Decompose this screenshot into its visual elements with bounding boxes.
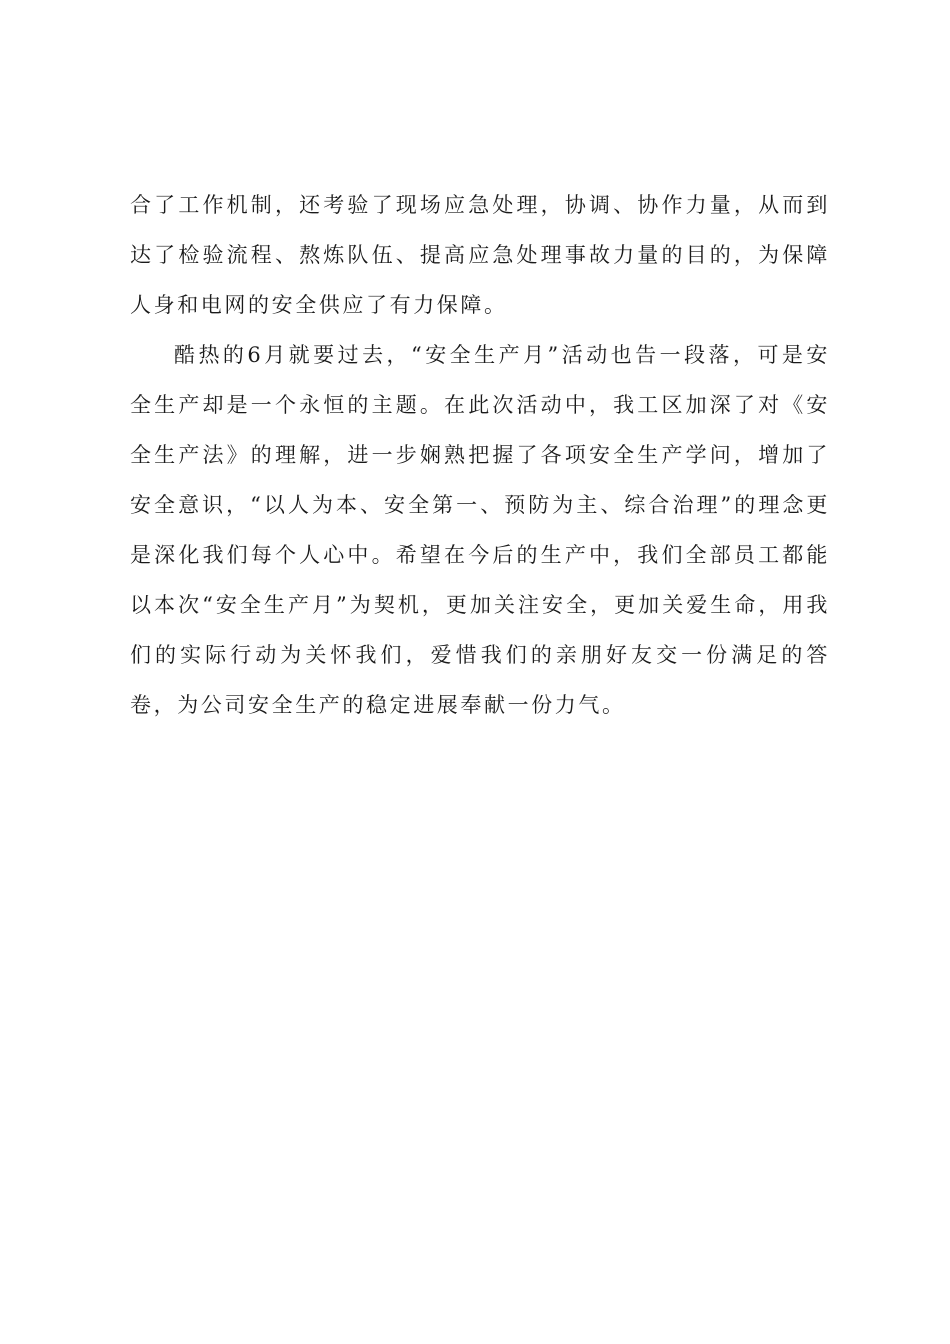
paragraph-continued: 合了工作机制，还考验了现场应急处理，协调、协作力量，从而到达了检验流程、熬炼队伍、提高应急处理事故力量的目的，为保障人身和电网的安全供应了有力保障。	[130, 193, 830, 317]
document-body	[130, 180, 830, 730]
paragraph-conclusion: 酷热的6月就要过去，“安全生产月”活动也告一段落，可是安全生产却是一个永恒的主题。在此次活动中，我工区加深了对《安全生产法》的理解，进一步娴熟把握了各项安全生产学问，增加了安全意识，“以人为本、安全第一、预防为主、综合治理”的理念更是深化我们每个人心中。希望在今后的生产中，我们全部员工都能以本次“安全生产月”为契机，更加关注安全，更加关爱生命，用我们的实际行动为关怀我们，爱惜我们的亲朋好友交一份满足的答卷，为公司安全生产的稳定进展奉献一份力气。	[130, 343, 830, 717]
